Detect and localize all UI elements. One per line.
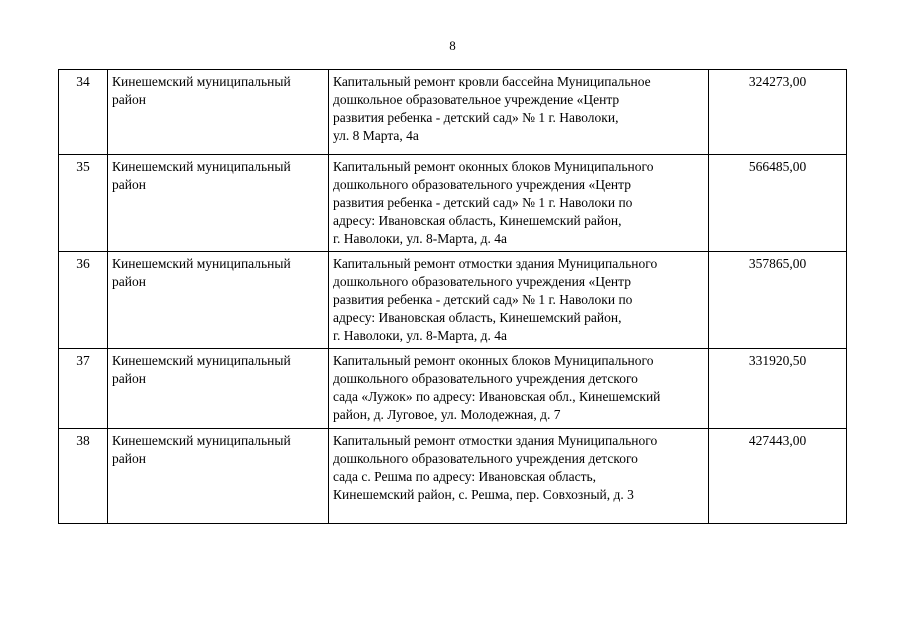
district-cell	[108, 155, 329, 252]
description-line: дошкольного образовательного учреждения «Центр	[333, 177, 631, 192]
row-number: 35	[59, 155, 108, 252]
table-row	[59, 349, 847, 429]
description-cell	[329, 252, 709, 349]
description-line: адресу: Ивановская область, Кинешемский район,	[333, 310, 622, 325]
amount-cell: 324273,00	[709, 70, 847, 155]
description-line: Капитальный ремонт оконных блоков Муниципального	[333, 353, 654, 368]
description-line: развития ребенка - детский сад» № 1 г. Наволоки,	[333, 110, 619, 125]
row-number: 34	[59, 70, 108, 155]
table-row	[59, 429, 847, 524]
repair-table	[58, 69, 847, 524]
amount-cell: 357865,00	[709, 252, 847, 349]
district-line: Кинешемский муниципальный	[112, 256, 291, 271]
district-line: район	[112, 451, 146, 466]
description-line: Капитальный ремонт оконных блоков Муниципального	[333, 159, 654, 174]
description-line: дошкольного образовательного учреждения детского	[333, 371, 638, 386]
description-line: сада «Лужок» по адресу: Ивановская обл., Кинешемский	[333, 389, 661, 404]
table-row	[59, 70, 847, 155]
district-cell	[108, 252, 329, 349]
table-row	[59, 155, 847, 252]
description-line: г. Наволоки, ул. 8-Марта, д. 4а	[333, 328, 508, 343]
description-line: развития ребенка - детский сад» № 1 г. Наволоки по	[333, 195, 633, 210]
table-row	[59, 252, 847, 349]
description-line: адресу: Ивановская область, Кинешемский район,	[333, 213, 622, 228]
row-number: 37	[59, 349, 108, 429]
district-line: район	[112, 177, 146, 192]
description-line: ул. 8 Марта, 4а	[333, 128, 419, 143]
district-cell	[108, 429, 329, 524]
row-number: 38	[59, 429, 108, 524]
district-cell	[108, 349, 329, 429]
description-line: развития ребенка - детский сад» № 1 г. Наволоки по	[333, 292, 633, 307]
description-cell	[329, 70, 709, 155]
district-line: Кинешемский муниципальный	[112, 433, 291, 448]
district-line: Кинешемский муниципальный	[112, 74, 291, 89]
amount-cell: 427443,00	[709, 429, 847, 524]
description-line: район, д. Луговое, ул. Молодежная, д. 7	[333, 407, 561, 422]
description-line: дошкольное образовательное учреждение «Центр	[333, 92, 620, 107]
district-line: Кинешемский муниципальный	[112, 159, 291, 174]
description-cell	[329, 349, 709, 429]
description-line: г. Наволоки, ул. 8-Марта, д. 4а	[333, 231, 508, 246]
district-line: район	[112, 92, 146, 107]
district-line: район	[112, 371, 146, 386]
description-cell	[329, 429, 709, 524]
description-line: Капитальный ремонт кровли бассейна Муниципальное	[333, 74, 651, 89]
row-number: 36	[59, 252, 108, 349]
description-cell	[329, 155, 709, 252]
description-line: сада с. Решма по адресу: Ивановская область,	[333, 469, 597, 484]
district-line: Кинешемский муниципальный	[112, 353, 291, 368]
district-cell	[108, 70, 329, 155]
description-line: дошкольного образовательного учреждения детского	[333, 451, 638, 466]
description-line: Кинешемский район, с. Решма, пер. Совхозный, д. 3	[333, 487, 634, 502]
amount-cell: 331920,50	[709, 349, 847, 429]
district-line: район	[112, 274, 146, 289]
amount-cell: 566485,00	[709, 155, 847, 252]
description-line: Капитальный ремонт отмостки здания Муниципального	[333, 433, 658, 448]
description-line: дошкольного образовательного учреждения «Центр	[333, 274, 631, 289]
page-number: 8	[449, 38, 456, 53]
description-line: Капитальный ремонт отмостки здания Муниципального	[333, 256, 658, 271]
